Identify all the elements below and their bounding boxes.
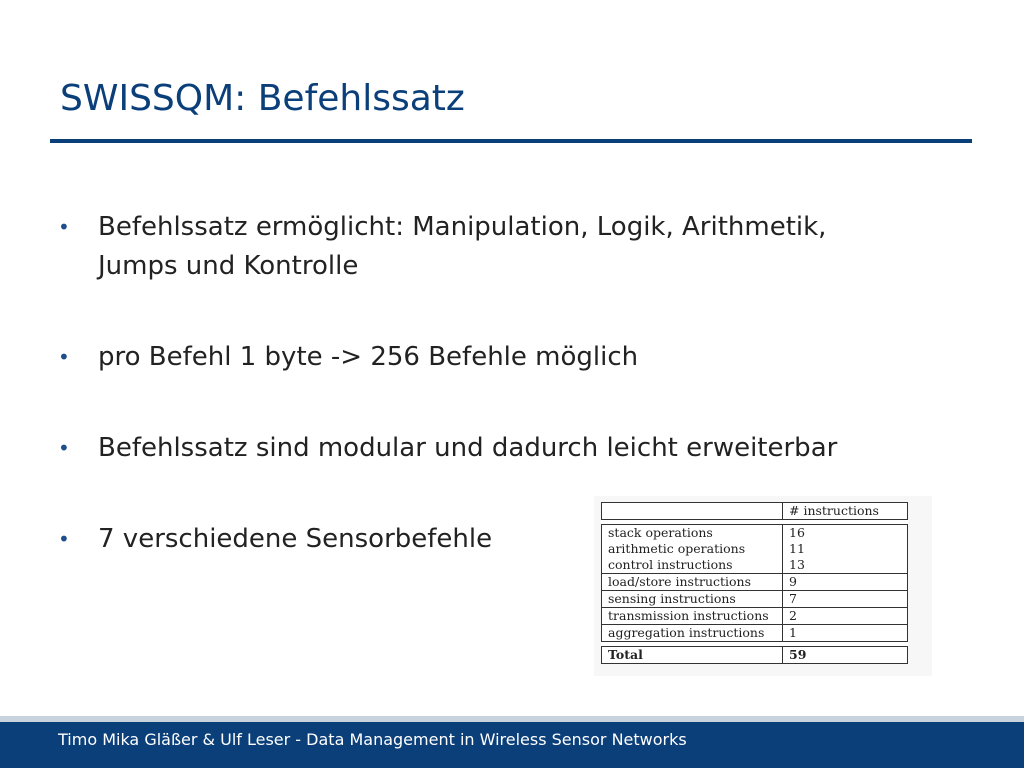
bullet-item [58,338,838,377]
table-cell-label: control instructions [602,557,783,574]
bullet-icon: • [58,527,70,551]
instruction-table-image [594,496,932,676]
bullet-text: pro Befehl 1 byte -> 256 Befehle möglich [98,342,639,372]
table-cell-value: 2 [783,608,908,625]
table-row [602,591,908,608]
table-cell-value: 1 [783,625,908,642]
bullet-icon: • [58,436,70,460]
table-row [602,608,908,625]
table-cell-label: sensing instructions [602,591,783,608]
slide-title: SWISSQM: Befehlssatz [60,78,465,119]
table-row [602,557,908,574]
table-cell-label: arithmetic operations [602,541,783,557]
table-cell-value: 7 [783,591,908,608]
bullet-icon: • [58,215,70,239]
title-underline [50,139,972,143]
bullet-icon: • [58,345,70,369]
table-cell-value: 9 [783,574,908,591]
table-total-value: 59 [783,647,908,664]
table-cell-label: stack operations [602,525,783,542]
table-total-label: Total [602,647,783,664]
footer-text: Timo Mika Gläßer & Ulf Leser - Data Management in Wireless Sensor Networks [58,730,687,749]
table-row [602,574,908,591]
bullet-item [58,208,838,286]
table-row [602,625,908,642]
table-cell-value: 13 [783,557,908,574]
bullet-text: Befehlssatz ermöglicht: Manipulation, Logik, Arithmetik, Jumps und Kontrolle [98,212,827,281]
table-header-row [602,503,908,520]
bullet-item [58,429,838,468]
bullet-text: 7 verschiedene Sensorbefehle [98,524,493,554]
table-total-row [602,647,908,664]
table-cell-value: 16 [783,525,908,542]
table-header-cell: # instructions [783,503,908,520]
instruction-table [601,502,908,664]
footer-bar [0,722,1024,768]
table-row [602,525,908,542]
table-cell-label: transmission instructions [602,608,783,625]
table-cell-label: load/store instructions [602,574,783,591]
table-cell-label: aggregation instructions [602,625,783,642]
table-header-empty [602,503,783,520]
table-cell-value: 11 [783,541,908,557]
bullet-text: Befehlssatz sind modular und dadurch leicht erweiterbar [98,433,838,463]
table-row [602,541,908,557]
